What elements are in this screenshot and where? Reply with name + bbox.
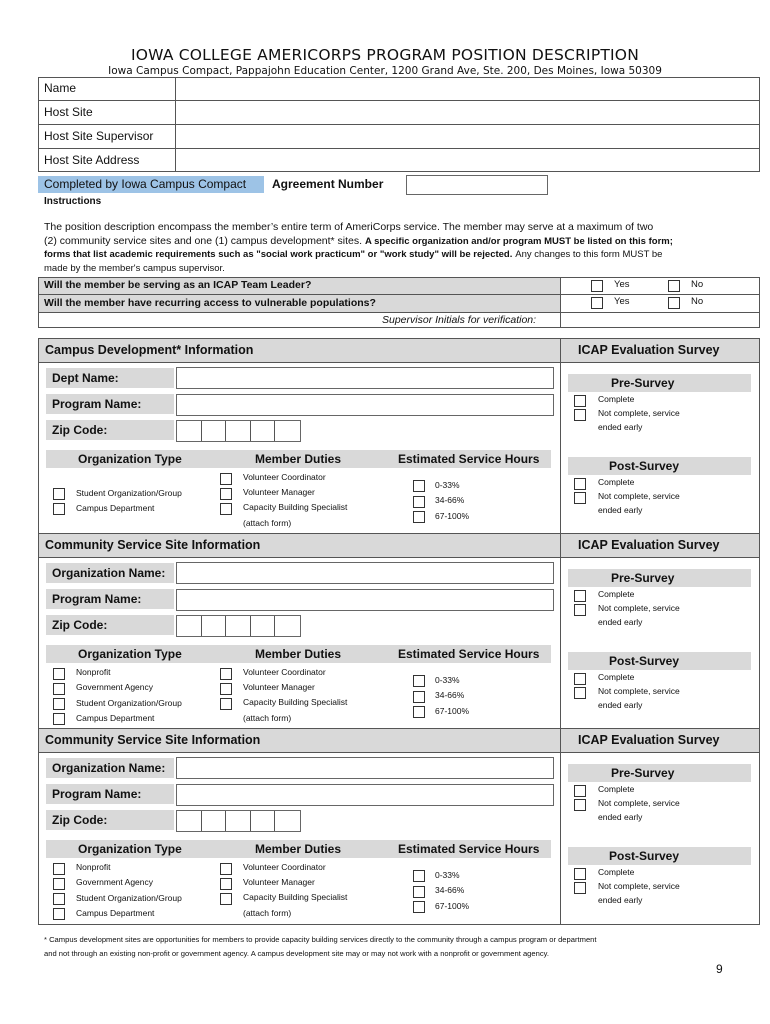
page-number: 9: [716, 962, 723, 976]
community2-org-type-heading: Organization Type: [78, 842, 182, 856]
community1-org-government-checkbox[interactable]: [53, 683, 65, 695]
team-leader-no-checkbox[interactable]: [668, 280, 680, 292]
community1-duty-capacity-label: Capacity Building Specialist: [243, 697, 348, 707]
community2-org-department-checkbox[interactable]: [53, 908, 65, 920]
agreement-number-field[interactable]: [406, 175, 548, 195]
vulnerable-no-checkbox[interactable]: [668, 297, 680, 309]
community1-hours-67-100-label: 67-100%: [435, 706, 470, 716]
community2-program-name-label: Program Name:: [52, 787, 142, 801]
footnote: [44, 933, 744, 961]
campus-org-department-checkbox[interactable]: [53, 503, 65, 515]
community1-hours-0-33-checkbox[interactable]: [413, 675, 425, 687]
community1-pre-complete-checkbox[interactable]: [574, 590, 586, 602]
community1-org-nonprofit-label: Nonprofit: [76, 667, 111, 677]
instructions-line-2: [44, 235, 734, 249]
campus-duty-manager-label: Volunteer Manager: [243, 487, 315, 497]
campus-hours-34-66-label: 34-66%: [435, 495, 465, 505]
campus-post-survey-heading: Post-Survey: [609, 459, 680, 473]
community1-org-department-label: Campus Department: [76, 713, 155, 723]
community1-duty-manager-label: Volunteer Manager: [243, 682, 315, 692]
community2-hours-0-33-label: 0-33%: [435, 870, 460, 880]
instructions-line-4: made by the member's campus supervisor.: [44, 262, 225, 274]
community2-post-survey-heading: Post-Survey: [609, 849, 680, 863]
campus-post-not-complete-label: Not complete, service: [598, 491, 680, 501]
community2-duty-capacity-checkbox[interactable]: [220, 893, 232, 905]
community1-program-name-input[interactable]: [176, 589, 554, 611]
community2-pre-not-complete-label: Not complete, service: [598, 798, 680, 808]
community1-section-title: Community Service Site Information: [45, 538, 261, 552]
community1-pre-not-complete-label: Not complete, service: [598, 603, 680, 613]
campus-hours-34-66-checkbox[interactable]: [413, 496, 425, 508]
footnote-line-2: and not through an existing non-profit or government agency. A campus development site may or may not work with a nonprofit or government agency.: [44, 949, 549, 958]
community2-org-name-label: Organization Name:: [52, 761, 166, 775]
campus-pre-survey-heading: Pre-Survey: [611, 376, 675, 390]
community1-duty-capacity-note: (attach form): [243, 713, 292, 723]
community1-org-nonprofit-checkbox[interactable]: [53, 668, 65, 680]
community2-org-student-checkbox[interactable]: [53, 893, 65, 905]
host-site-address-field[interactable]: [177, 150, 757, 170]
vulnerable-yes-label: Yes: [614, 296, 630, 307]
campus-duties-heading: Member Duties: [255, 452, 342, 466]
community1-org-department-checkbox[interactable]: [53, 713, 65, 725]
community1-duties-heading: Member Duties: [255, 647, 342, 661]
campus-duty-coordinator-checkbox[interactable]: [220, 473, 232, 485]
campus-post-not-complete-checkbox[interactable]: [574, 492, 586, 504]
community2-hours-67-100-checkbox[interactable]: [413, 901, 425, 913]
instructions-line-2a: (2) community service sites and one (1) campus development* sites.: [44, 234, 363, 247]
community2-pre-complete-checkbox[interactable]: [574, 785, 586, 797]
campus-duty-manager-checkbox[interactable]: [220, 488, 232, 500]
instructions-line-1: The position description encompass the member’s entire term of AmeriCorps service. The member may serve at a maximum of two: [44, 221, 654, 233]
community1-pre-not-complete-label-2: ended early: [598, 617, 643, 627]
community2-org-government-label: Government Agency: [76, 877, 154, 887]
campus-org-student-checkbox[interactable]: [53, 488, 65, 500]
community2-duty-capacity-label: Capacity Building Specialist: [243, 892, 348, 902]
community2-duties-heading: Member Duties: [255, 842, 342, 856]
name-field[interactable]: [177, 79, 757, 99]
community2-org-government-checkbox[interactable]: [53, 878, 65, 890]
footnote-line-1: * Campus development sites are opportunities for members to provide capacity building services directly to the community through a campus program or department: [44, 935, 597, 944]
community2-post-not-complete-label: Not complete, service: [598, 881, 680, 891]
campus-duty-capacity-label: Capacity Building Specialist: [243, 502, 348, 512]
dept-name-label: Dept Name:: [52, 371, 119, 385]
dept-name-input[interactable]: [176, 367, 554, 389]
host-site-address-label: Host Site Address: [44, 153, 140, 167]
host-site-label: Host Site: [44, 105, 93, 119]
community2-post-complete-label: Complete: [598, 867, 635, 877]
community2-hours-67-100-label: 67-100%: [435, 901, 470, 911]
community1-post-survey-heading: Post-Survey: [609, 654, 680, 668]
campus-zip-label: Zip Code:: [52, 423, 108, 437]
instructions-line-3a: forms that list academic requirements such as "social work practicum" or "work study" will be rejected.: [44, 249, 513, 260]
community2-duty-coordinator-label: Volunteer Coordinator: [243, 862, 326, 872]
community1-hours-34-66-label: 34-66%: [435, 690, 465, 700]
campus-post-not-complete-label-2: ended early: [598, 505, 643, 515]
questions-block: [38, 277, 760, 327]
community2-program-name-input[interactable]: [176, 784, 554, 806]
community1-post-complete-label: Complete: [598, 672, 635, 682]
top-fields: [38, 77, 760, 171]
vulnerable-yes-checkbox[interactable]: [591, 297, 603, 309]
supervisor-initials-label: Supervisor Initials for verification:: [382, 314, 537, 326]
community2-icap-title: ICAP Evaluation Survey: [578, 733, 720, 747]
campus-post-complete-checkbox[interactable]: [574, 478, 586, 490]
community1-org-government-label: Government Agency: [76, 682, 154, 692]
community2-pre-survey-heading: Pre-Survey: [611, 766, 675, 780]
community1-post-not-complete-label: Not complete, service: [598, 686, 680, 696]
community2-zip-label: Zip Code:: [52, 813, 108, 827]
community1-org-name-input[interactable]: [176, 562, 554, 584]
instructions-heading: Instructions: [44, 196, 102, 207]
campus-hours-0-33-checkbox[interactable]: [413, 480, 425, 492]
community2-org-department-label: Campus Department: [76, 908, 155, 918]
host-site-field[interactable]: [177, 102, 757, 122]
campus-icap-title: ICAP Evaluation Survey: [578, 343, 720, 357]
campus-section-title: Campus Development* Information: [45, 343, 254, 357]
community2-org-name-input[interactable]: [176, 757, 554, 779]
community1-pre-complete-label: Complete: [598, 589, 635, 599]
community2-duty-coordinator-checkbox[interactable]: [220, 863, 232, 875]
campus-pre-not-complete-checkbox[interactable]: [574, 409, 586, 421]
community2-org-nonprofit-label: Nonprofit: [76, 862, 111, 872]
community2-post-complete-checkbox[interactable]: [574, 868, 586, 880]
campus-duty-capacity-checkbox[interactable]: [220, 503, 232, 515]
campus-org-type-heading: Organization Type: [78, 452, 182, 466]
campus-zip-input[interactable]: [176, 420, 301, 442]
campus-org-department-label: Campus Department: [76, 503, 155, 513]
community2-hours-0-33-checkbox[interactable]: [413, 870, 425, 882]
community2-duty-manager-checkbox[interactable]: [220, 878, 232, 890]
host-site-supervisor-label: Host Site Supervisor: [44, 129, 154, 143]
community2-pre-not-complete-checkbox[interactable]: [574, 799, 586, 811]
community1-hours-34-66-checkbox[interactable]: [413, 691, 425, 703]
community1-duty-coordinator-checkbox[interactable]: [220, 668, 232, 680]
campus-program-name-input[interactable]: [176, 394, 554, 416]
community1-zip-input[interactable]: [176, 615, 301, 637]
community2-hours-34-66-checkbox[interactable]: [413, 886, 425, 898]
community1-pre-not-complete-checkbox[interactable]: [574, 604, 586, 616]
community1-org-type-heading: Organization Type: [78, 647, 182, 661]
agreement-number-label: Agreement Number: [272, 177, 384, 191]
vulnerable-no-label: No: [691, 296, 704, 307]
question-team-leader: Will the member be serving as an ICAP Team Leader?: [44, 279, 312, 291]
form-address: Iowa Campus Compact, Pappajohn Education Center, 1200 Grand Ave, Ste. 200, Des Moines, Iowa 50309: [108, 65, 662, 77]
community1-zip-label: Zip Code:: [52, 618, 108, 632]
community2-org-nonprofit-checkbox[interactable]: [53, 863, 65, 875]
community2-pre-complete-label: Complete: [598, 784, 635, 794]
community1-post-not-complete-label-2: ended early: [598, 700, 643, 710]
name-label: Name: [44, 81, 77, 95]
campus-pre-not-complete-label-2: ended early: [598, 422, 643, 432]
campus-pre-not-complete-label: Not complete, service: [598, 408, 680, 418]
community2-duty-manager-label: Volunteer Manager: [243, 877, 315, 887]
community1-post-not-complete-checkbox[interactable]: [574, 687, 586, 699]
community2-zip-input[interactable]: [176, 810, 301, 832]
community1-duty-capacity-checkbox[interactable]: [220, 698, 232, 710]
community1-hours-67-100-checkbox[interactable]: [413, 706, 425, 718]
campus-program-name-label: Program Name:: [52, 397, 142, 411]
community2-org-student-label: Student Organization/Group: [76, 893, 182, 903]
campus-org-student-label: Student Organization/Group: [76, 488, 182, 498]
campus-hours-67-100-label: 67-100%: [435, 511, 470, 521]
campus-duty-capacity-note: (attach form): [243, 518, 292, 528]
team-leader-yes-checkbox[interactable]: [591, 280, 603, 292]
instructions-line-2b: A specific organization and/or program MUST be listed on this form;: [364, 235, 673, 247]
community2-duty-capacity-note: (attach form): [243, 908, 292, 918]
community1-duty-manager-checkbox[interactable]: [220, 683, 232, 695]
instructions-line-3: [44, 248, 734, 262]
community2-section-title: Community Service Site Information: [45, 733, 261, 747]
community1-hours-0-33-label: 0-33%: [435, 675, 460, 685]
campus-duty-coordinator-label: Volunteer Coordinator: [243, 472, 326, 482]
campus-pre-complete-label: Complete: [598, 394, 635, 404]
community2-hours-heading: Estimated Service Hours: [398, 842, 540, 856]
instructions-text: [44, 221, 734, 275]
community1-program-name-label: Program Name:: [52, 592, 142, 606]
host-site-supervisor-field[interactable]: [177, 126, 757, 146]
team-leader-yes-label: Yes: [614, 279, 630, 290]
community1-pre-survey-heading: Pre-Survey: [611, 571, 675, 585]
community2-hours-34-66-label: 34-66%: [435, 885, 465, 895]
community1-post-complete-checkbox[interactable]: [574, 673, 586, 685]
community1-org-student-label: Student Organization/Group: [76, 698, 182, 708]
team-leader-no-label: No: [691, 279, 704, 290]
campus-hours-0-33-label: 0-33%: [435, 480, 460, 490]
community1-hours-heading: Estimated Service Hours: [398, 647, 540, 661]
community2-post-not-complete-label-2: ended early: [598, 895, 643, 905]
community1-icap-title: ICAP Evaluation Survey: [578, 538, 720, 552]
community1-org-name-label: Organization Name:: [52, 566, 166, 580]
community1-duty-coordinator-label: Volunteer Coordinator: [243, 667, 326, 677]
campus-post-complete-label: Complete: [598, 477, 635, 487]
community1-org-student-checkbox[interactable]: [53, 698, 65, 710]
community2-post-not-complete-checkbox[interactable]: [574, 882, 586, 894]
form-title: IOWA COLLEGE AMERICORPS PROGRAM POSITION DESCRIPTION: [130, 46, 640, 64]
campus-hours-67-100-checkbox[interactable]: [413, 511, 425, 523]
instructions-line-3b: Any changes to this form MUST be: [515, 249, 663, 260]
question-vulnerable-populations: Will the member have recurring access to vulnerable populations?: [44, 297, 376, 309]
campus-hours-heading: Estimated Service Hours: [398, 452, 540, 466]
campus-pre-complete-checkbox[interactable]: [574, 395, 586, 407]
completed-by-banner: Completed by Iowa Campus Compact: [38, 176, 264, 193]
community2-pre-not-complete-label-2: ended early: [598, 812, 643, 822]
